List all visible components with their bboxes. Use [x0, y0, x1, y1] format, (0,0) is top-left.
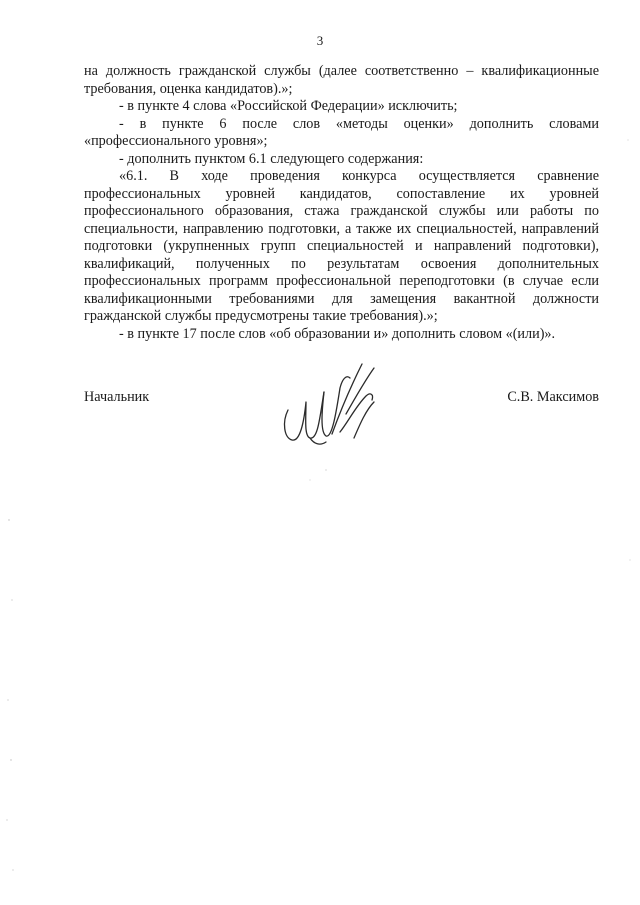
signature-block — [84, 389, 599, 407]
paragraph-point-6-1-text: «6.1. В ходе проведения конкурса осуществляется сравнение профессиональных уровней кандидатов, сопоставление их уровней профессионального образования, стажа гражданской службы или работы по специальности, направлению подготовки, а также их специальностей, направлений подготовки (укрупненных групп специальностей и направлений подготовки), квалификаций, полученных по результатам освоения дополнительных профессиональных программ профессиональной переподготовки (в случае если квалификационными требованиями для замещения вакантной должности гражданской службы предусмотрены такие требования).»; — [84, 168, 599, 324]
paragraph-add-point-6-1: - дополнить пунктом 6.1 следующего содержания: — [119, 150, 424, 167]
paragraph-point-17-amendment: - в пункте 17 после слов «об образовании и» дополнить словом «(или)». — [119, 325, 556, 342]
handwritten-signature — [270, 352, 390, 462]
paragraph-qualification-continuation: на должность гражданской службы (далее соответственно – квалификационные требования, оценка кандидатов).»; — [84, 63, 599, 97]
page-number: 3 — [316, 33, 324, 48]
document-body — [84, 63, 599, 343]
paragraph-point-4-amendment: - в пункте 4 слова «Российской Федерации» исключить; — [119, 98, 458, 114]
position-title: Начальник — [84, 389, 150, 405]
signer-name: С.В. Максимов — [507, 389, 599, 405]
paragraph-point-6-amendment: - в пункте 6 после слов «методы оценки» дополнить словами «профессионального уровня»; — [84, 115, 599, 149]
